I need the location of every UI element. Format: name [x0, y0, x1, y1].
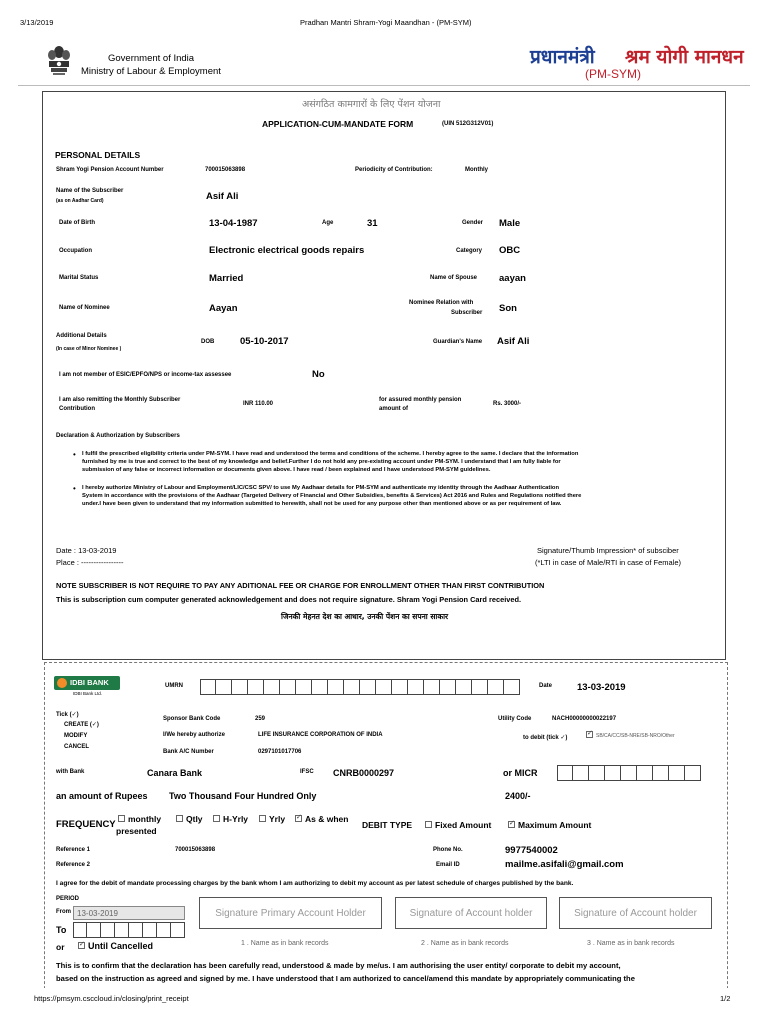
to-label: To: [56, 925, 67, 935]
authorize-label: I/We hereby authorize: [163, 732, 225, 738]
print-page-title: Pradhan Mantri Shram-Yogi Maandhan - (PM-SYM): [300, 18, 472, 27]
assured-value: Rs. 3000/-: [493, 401, 522, 407]
hyrly-checkbox-icon: [213, 815, 220, 822]
spouse-label: Name of Spouse: [430, 275, 478, 281]
idbi-logo-text: IDBI BANK: [70, 678, 109, 687]
tick-label: Tick (✓): [56, 712, 79, 718]
mandate-left-border: [44, 662, 45, 1024]
phone-label: Phone No.: [433, 847, 463, 853]
ifsc-value: CNRB0000297: [333, 768, 395, 778]
remit-label-1: I am also remitting the Monthly Subscriber: [59, 397, 181, 403]
sb-checkbox-icon: [586, 731, 593, 738]
remit-label-2: Contribution: [59, 406, 95, 412]
amount-words-value: Two Thousand Four Hundred Only: [169, 791, 317, 801]
sponsor-code-label: Sponsor Bank Code: [163, 716, 221, 722]
form-title: APPLICATION-CUM-MANDATE FORM: [262, 119, 414, 129]
print-url: https://pmsym.csccloud.in/closing/print_receipt: [34, 994, 189, 1003]
subscriber-name-sublabel: (as on Aadhar Card): [56, 198, 104, 204]
mandate-date-value: 13-03-2019: [577, 682, 626, 693]
account-value: 700015063898: [205, 167, 246, 173]
nominee-relation-label-2: Subscriber: [451, 310, 483, 316]
or-label: or: [56, 942, 65, 952]
marital-label: Marital Status: [59, 275, 99, 281]
nominee-relation-label-1: Nominee Relation with: [409, 300, 474, 306]
periodicity-label: Periodicity of Contribution:: [355, 167, 433, 173]
frequency-label: FREQUENCY: [56, 819, 116, 830]
mandate-cut-line: [44, 662, 728, 663]
national-emblem-icon: [46, 44, 72, 80]
debit-type-label: DEBIT TYPE: [362, 820, 413, 830]
agree-line: I agree for the debit of mandate processing charges by the bank whom I am authorizing to debit my account as per latest schedule of charges published by the bank.: [56, 880, 574, 887]
category-value: OBC: [499, 245, 521, 256]
occupation-value: Electronic electrical goods repairs: [209, 245, 365, 256]
maximum-amount-checkbox-icon: [508, 821, 515, 828]
print-date: 3/13/2019: [20, 18, 54, 27]
until-cancelled-option[interactable]: ✓ Until Cancelled: [78, 941, 153, 951]
additional-details-sublabel: (In case of Minor Nominee ): [56, 346, 122, 352]
debit-type-options[interactable]: ✓ SB/CA/CC/SB-NRE/SB-NRO/Other: [586, 732, 675, 739]
print-page-number: 1/2: [720, 994, 731, 1003]
occupation-label: Occupation: [59, 248, 93, 254]
from-date-field[interactable]: 13-03-2019: [73, 906, 185, 920]
esic-value: No: [312, 369, 325, 380]
declaration-heading: Declaration & Authorization by Subscribers: [56, 433, 180, 439]
idbi-logo-sub: IDBI Bank Ltd.: [73, 691, 103, 696]
phone-value: 9977540002: [505, 845, 558, 856]
signature-box-holder-3[interactable]: Signature of Account holder: [559, 897, 712, 929]
as-when-checkbox-icon: [295, 815, 302, 822]
umrn-label: UMRN: [165, 683, 183, 689]
signature-box-holder-2[interactable]: Signature of Account holder: [395, 897, 547, 929]
mandate-date-label: Date: [539, 683, 553, 689]
periodicity-value: Monthly: [465, 167, 488, 173]
note-line: NOTE SUBSCRIBER IS NOT REQUIRE TO PAY ANY ADITIONAL FEE OR CHARGE FOR ENROLLMENT OTHER THAN FIRST CONTRIBUTION: [56, 581, 545, 590]
from-label: From: [56, 909, 71, 915]
yrly-checkbox-icon: [259, 815, 266, 822]
confirm-line-2: based on the instruction as agreed and signed by me. I have understood that I am authorized to cancel/amend this mandate by appropriately communicating the: [56, 974, 635, 983]
signature-line-1: Signature/Thumb Impression* of subsciber: [537, 546, 679, 555]
period-label: PERIOD: [56, 896, 80, 902]
section-personal-details: PERSONAL DETAILS: [55, 150, 141, 160]
hindi-slogan: जिनकी मेहनत देश का आधार, उनकी पेंशन का सपना साकार: [281, 612, 449, 621]
guardian-value: Asif Ali: [497, 336, 530, 347]
idbi-bank-logo: [54, 676, 120, 690]
scheme-hindi-1: प्रधानमंत्री: [530, 46, 595, 68]
idbi-logo-mark-icon: [57, 678, 67, 688]
marital-value: Married: [209, 273, 244, 284]
dob-value: 13-04-1987: [209, 218, 258, 229]
to-date-input[interactable]: [73, 922, 185, 938]
with-bank-value: Canara Bank: [147, 768, 203, 778]
signature-caption-3: 3 . Name as in bank records: [587, 940, 675, 947]
until-cancelled-checkbox-icon: [78, 942, 85, 949]
utility-code-value: NACH00000000022197: [552, 716, 617, 722]
nominee-value: Aayan: [209, 303, 238, 314]
minor-dob-value: 05-10-2017: [240, 336, 289, 347]
bullet-1-dot: •: [73, 450, 76, 459]
freq-yrly-option[interactable]: Yrly: [259, 814, 285, 824]
freq-presented-text: presented: [116, 826, 157, 836]
category-label: Category: [456, 248, 483, 254]
account-number-value: 0297101017706: [258, 749, 302, 755]
account-label: Shram Yogi Pension Account Number: [56, 167, 164, 173]
esic-label: I am not member of ESIC/EPFO/NPS or income-tax assessee: [59, 372, 232, 378]
date-line: Date : 13-03-2019: [56, 546, 117, 555]
declaration-bullet-2: I hereby authorize Ministry of Labour and Employment/LIC/CSC SPV/ to use My Aadhaar details for PM-SYM and authenticate my identity through the Aadhaar Authentication System in accordance with the provisions of the Aadhaar (Targeted Delivery of Financial and Other Subsidies, benefits & Services) Act 2016 and Rules and Regulations notified there under.I have been given to understand that my information submitted to herewith, shall not be used for any purpose other than mentioned above or as per requirement of law.: [82, 485, 582, 507]
to-debit-label: to debit (tick ✓): [523, 735, 568, 741]
subscriber-name-label: Name of the Subscriber: [56, 188, 124, 194]
freq-monthly-option[interactable]: monthly: [118, 814, 161, 824]
nominee-label: Name of Nominee: [59, 305, 110, 311]
assured-label-2: amount of: [379, 406, 408, 412]
minor-dob-label: DOB: [201, 339, 215, 345]
maximum-amount-option[interactable]: ✓ Maximum Amount: [508, 820, 591, 830]
ifsc-label: IFSC: [300, 769, 314, 775]
mandate-right-border: [727, 662, 728, 1024]
authorize-value: LIFE INSURANCE CORPORATION OF INDIA: [258, 732, 383, 738]
freq-as-when-option[interactable]: ✓ As & when: [295, 814, 348, 824]
ack-line: This is subscription cum computer generated acknowledgement and does not require signature. Shram Yogi Pension Card received.: [56, 595, 522, 604]
freq-qtly-option[interactable]: Qtly: [176, 814, 203, 824]
modify-option[interactable]: MODIFY: [64, 733, 88, 739]
amount-value: 2400/-: [505, 791, 531, 801]
subscriber-name-value: Asif Ali: [206, 191, 239, 202]
guardian-label: Guardian's Name: [433, 339, 483, 345]
header-divider: [18, 85, 750, 86]
nominee-relation-value: Son: [499, 303, 517, 314]
micr-input[interactable]: [557, 765, 701, 781]
signature-caption-1: 1 . Name as in bank records: [241, 940, 329, 947]
assured-label-1: for assured monthly pension: [379, 397, 462, 403]
email-label: Email ID: [436, 862, 460, 868]
scheme-short-name: (PM-SYM): [585, 67, 641, 81]
reference-2-label: Reference 2: [56, 862, 91, 868]
gender-value: Male: [499, 218, 521, 229]
amount-words-label: an amount of Rupees: [56, 791, 148, 801]
utility-code-label: Utility Code: [498, 716, 532, 722]
bullet-2-dot: •: [73, 484, 76, 493]
additional-details-label: Additional Details: [56, 333, 107, 339]
micr-label: or MICR: [503, 768, 538, 778]
cancel-option[interactable]: CANCEL: [64, 744, 89, 750]
gender-label: Gender: [462, 220, 484, 226]
gov-line-2: Ministry of Labour & Employment: [81, 66, 221, 77]
freq-hyrly-option[interactable]: H-Yrly: [213, 814, 248, 824]
gov-line-1: Government of India: [108, 53, 195, 64]
scheme-hindi-2: श्रम योगी मानधन: [625, 46, 744, 68]
age-value: 31: [367, 218, 378, 229]
confirm-line-1: This is to confirm that the declaration has been carefully read, understood & made by me/us. I am authorising the user entity/ corporate to debit my account,: [56, 961, 621, 970]
signature-line-2: (*LTI in case of Male/RTI in case of Female): [535, 558, 682, 567]
create-option[interactable]: CREATE (✓): [64, 722, 99, 728]
fixed-amount-checkbox-icon: [425, 821, 432, 828]
fixed-amount-option[interactable]: Fixed Amount: [425, 820, 491, 830]
place-line: Place : -----------------: [56, 558, 124, 567]
signature-box-primary[interactable]: Signature Primary Account Holder: [199, 897, 382, 929]
form-uin: (UIN 512G312V01): [442, 121, 494, 127]
sponsor-code-value: 259: [255, 716, 266, 722]
with-bank-label: with Bank: [56, 769, 85, 775]
dob-label: Date of Birth: [59, 220, 95, 226]
email-value: mailme.asifali@gmail.com: [505, 859, 624, 870]
umrn-input[interactable]: [200, 679, 520, 695]
form-hindi-heading: असंगठित कामगारों के लिए पेंशन योजना: [302, 99, 441, 110]
account-number-label: Bank A/C Number: [163, 749, 214, 755]
remit-value: INR 110.00: [243, 401, 274, 407]
reference-1-value: 700015063898: [175, 847, 216, 853]
reference-1-label: Reference 1: [56, 847, 91, 853]
age-label: Age: [322, 220, 334, 226]
signature-caption-2: 2 . Name as in bank records: [421, 940, 509, 947]
qtly-checkbox-icon: [176, 815, 183, 822]
declaration-bullet-1: I fulfil the prescribed eligibility criteria under PM-SYM. I have read and understood the terms and conditions of the scheme. I hereby agree to the same. I declare that the information furnished by me is true and correct to the best of my knowledge and belief.Further I do not hold any pre-existing account under PM-SYM. I understand that I am fully liable for submission of any false or incorrect information or documents given above. I have read / been explained and I have understood PM-SYM guidelines.: [82, 451, 579, 473]
spouse-value: aayan: [499, 273, 526, 284]
monthly-checkbox-icon: [118, 815, 125, 822]
